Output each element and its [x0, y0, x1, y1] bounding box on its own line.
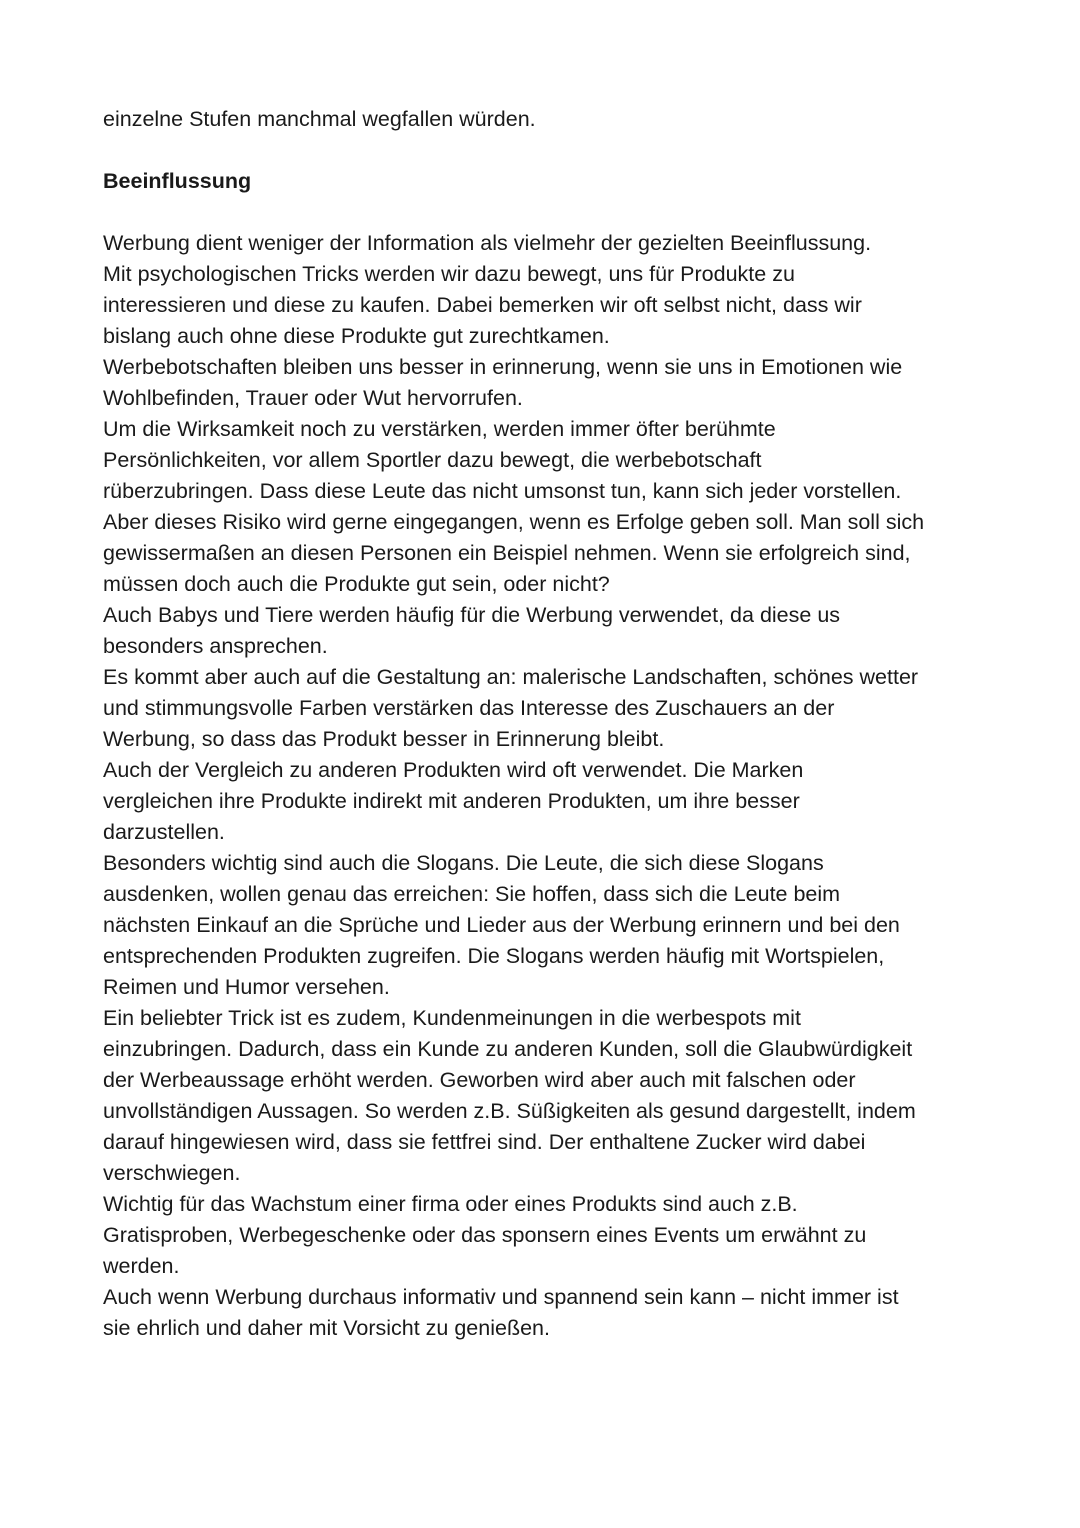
text-line: Auch wenn Werbung durchaus informativ und spannend sein kann – nicht immer ist — [103, 1285, 899, 1309]
text-line: verschwiegen. — [103, 1161, 241, 1185]
text-line: bislang auch ohne diese Produkte gut zurechtkamen. — [103, 324, 610, 348]
text-line: unvollständigen Aussagen. So werden z.B. Süßigkeiten als gesund dargestellt, indem — [103, 1099, 916, 1123]
text-line: Auch der Vergleich zu anderen Produkten wird oft verwendet. Die Marken — [103, 758, 804, 782]
text-line: Werbung dient weniger der Information als vielmehr der gezielten Beeinflussung. — [103, 231, 872, 255]
text-line: entsprechenden Produkten zugreifen. Die Slogans werden häufig mit Wortspielen, — [103, 944, 885, 968]
text-line: darzustellen. — [103, 820, 225, 844]
text-line: Es kommt aber auch auf die Gestaltung an: malerische Landschaften, schönes wetter — [103, 665, 919, 689]
text-line: Um die Wirksamkeit noch zu verstärken, werden immer öfter berühmte — [103, 417, 776, 441]
text-line: Werbebotschaften bleiben uns besser in erinnerung, wenn sie uns in Emotionen wie — [103, 355, 903, 379]
text-line: und stimmungsvolle Farben verstärken das Interesse des Zuschauers an der — [103, 696, 835, 720]
text-line: werden. — [103, 1254, 180, 1278]
text-line: gewissermaßen an diesen Personen ein Beispiel nehmen. Wenn sie erfolgreich sind, — [103, 541, 911, 565]
text-line: Besonders wichtig sind auch die Slogans. Die Leute, die sich diese Slogans — [103, 851, 824, 875]
text-line: Werbung, so dass das Produkt besser in Erinnerung bleibt. — [103, 727, 665, 751]
text-line: vergleichen ihre Produkte indirekt mit anderen Produkten, um ihre besser — [103, 789, 800, 813]
paragraph-gap — [103, 197, 983, 228]
text-line: Persönlichkeiten, vor allem Sportler dazu bewegt, die werbebotschaft — [103, 448, 762, 472]
intro-line: einzelne Stufen manchmal wegfallen würden. — [103, 107, 536, 131]
text-line: interessieren und diese zu kaufen. Dabei bemerken wir oft selbst nicht, dass wir — [103, 293, 862, 317]
text-line: darauf hingewiesen wird, dass sie fettfrei sind. Der enthaltene Zucker wird dabei — [103, 1130, 866, 1154]
text-line: Wichtig für das Wachstum einer firma oder eines Produkts sind auch z.B. — [103, 1192, 798, 1216]
text-line: nächsten Einkauf an die Sprüche und Lieder aus der Werbung erinnern und bei den — [103, 913, 900, 937]
text-line: Auch Babys und Tiere werden häufig für die Werbung verwendet, da diese us — [103, 603, 841, 627]
text-line: Ein beliebter Trick ist es zudem, Kundenmeinungen in die werbespots mit — [103, 1006, 801, 1030]
text-line: Gratisproben, Werbegeschenke oder das sponsern eines Events um erwähnt zu — [103, 1223, 867, 1247]
text-line: rüberzubringen. Dass diese Leute das nicht umsonst tun, kann sich jeder vorstellen. — [103, 479, 902, 503]
text-line: Wohlbefinden, Trauer oder Wut hervorrufen. — [103, 386, 523, 410]
section-text — [103, 228, 983, 1344]
text-line: Aber dieses Risiko wird gerne eingegangen, wenn es Erfolge geben soll. Man soll sich — [103, 510, 925, 534]
text-line: müssen doch auch die Produkte gut sein, oder nicht? — [103, 572, 610, 596]
text-line: ausdenken, wollen genau das erreichen: Sie hoffen, dass sich die Leute beim — [103, 882, 841, 906]
text-line: der Werbeaussage erhöht werden. Geworben wird aber auch mit falschen oder — [103, 1068, 856, 1092]
text-line: Reimen und Humor versehen. — [103, 975, 390, 999]
text-line: Mit psychologischen Tricks werden wir dazu bewegt, uns für Produkte zu — [103, 262, 795, 286]
text-line: sie ehrlich und daher mit Vorsicht zu genießen. — [103, 1316, 550, 1340]
text-line: besonders ansprechen. — [103, 634, 328, 658]
document-body — [103, 104, 983, 1344]
text-line: einzubringen. Dadurch, dass ein Kunde zu anderen Kunden, soll die Glaubwürdigkeit — [103, 1037, 913, 1061]
section-heading: Beeinflussung — [103, 169, 252, 193]
